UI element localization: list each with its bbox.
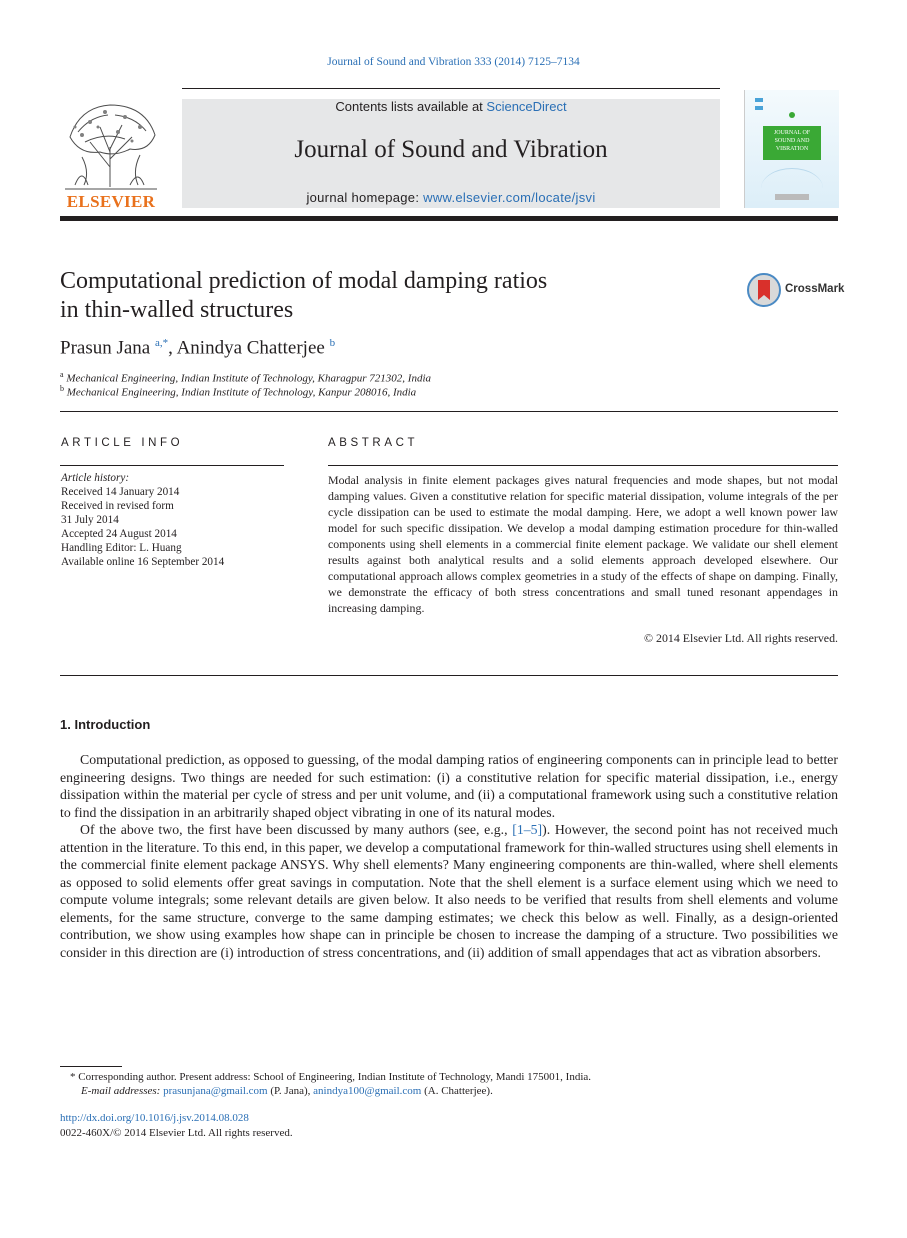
homepage-line bbox=[182, 190, 720, 205]
abstract-bottom-divider bbox=[60, 675, 838, 676]
affiliation-mark: a bbox=[60, 370, 64, 379]
homepage-prefix: journal homepage: bbox=[306, 190, 424, 205]
crossmark-icon bbox=[746, 272, 782, 308]
journal-homepage-link[interactable]: www.elsevier.com/locate/jsvi bbox=[423, 190, 596, 205]
journal-cover-image[interactable] bbox=[744, 90, 839, 208]
cover-title-line: JOURNAL OF bbox=[773, 130, 811, 136]
article-history bbox=[61, 471, 224, 569]
abstract-rule bbox=[328, 465, 838, 466]
doi-block bbox=[60, 1111, 293, 1141]
introduction-body bbox=[60, 751, 838, 961]
doi-link[interactable]: http://dx.doi.org/10.1016/j.jsv.2014.08.028 bbox=[60, 1112, 249, 1124]
abstract-heading: ABSTRACT bbox=[328, 437, 419, 449]
history-line: Received in revised form bbox=[61, 500, 174, 512]
email-owner: (P. Jana), bbox=[267, 1085, 314, 1097]
crossmark-label: CrossMark bbox=[785, 283, 845, 295]
corresponding-author-note: * Corresponding author. Present address: School of Engineering, Indian Institute of Technology, Mandi 175001, India. bbox=[70, 1071, 592, 1083]
issn-line: 0022-460X/© 2014 Elsevier Ltd. All rights reserved. bbox=[60, 1127, 293, 1139]
reference-link[interactable]: [1–5] bbox=[512, 822, 543, 837]
history-line: Accepted 24 August 2014 bbox=[61, 528, 177, 540]
paragraph-text: ). However, the second point has not received much attention in the literature. To this end, in this paper, we develop a computational framework for thin-walled structures using shell elements in the commercial finite element package ANSYS. Why shell elements? Many engineering components are thin-walled, where shell elements as opposed to solid elements offer great savings in computation. Note that the shell element is a surface element using which we need to compute volume integrals; some relevant details are given below. It also needs to be verified that results from shell elements and volume elements, for the same structure, converge to the same damping estimates; we check this below as well. Finally, as a design-oriented contribution, we show using examples how shape can in principle be chosen to increase the damping of a structure. Two possibilities we consider in this direction are (i) introduction of stress concentrations, and (ii) addition of small appendages that act as vibration absorbers. bbox=[60, 822, 839, 960]
article-title-line: in thin-walled structures bbox=[60, 297, 294, 323]
elsevier-wordmark: ELSEVIER bbox=[66, 192, 156, 211]
sciencedirect-link[interactable]: ScienceDirect bbox=[486, 99, 567, 114]
author-list: Prasun Jana $^{a,*}$, Anindya Chatterjee $^b$ bbox=[60, 337, 336, 359]
article-title-line: Computational prediction of modal damping ratios bbox=[60, 268, 548, 294]
author-affiliation-mark[interactable]: b bbox=[329, 337, 336, 349]
affiliation-b bbox=[60, 384, 416, 399]
history-line: Available online 16 September 2014 bbox=[61, 556, 225, 568]
paragraph: Computational prediction, as opposed to guessing, of the modal damping ratios of engineering components can in principle lead to better engineering designs. Two things are needed for such estimation: (i) a constitutive relation for specific material dissipation, i.e., energy dissipation within the material per cycle of stress and per unit volume, and (ii) a computational framework using such a constitutive relation to find the dissipation in an arbitrarily shaped object vibrating in one of its natural modes. bbox=[60, 752, 838, 820]
article-info-heading: ARTICLE INFO bbox=[61, 437, 184, 449]
email-link[interactable]: anindya100@gmail.com bbox=[313, 1085, 422, 1097]
paragraph bbox=[60, 821, 838, 961]
affiliation-a bbox=[60, 370, 431, 385]
email-link[interactable]: prasunjana@gmail.com bbox=[163, 1085, 268, 1097]
footnote-rule bbox=[60, 1066, 122, 1067]
header-thick-rule bbox=[60, 216, 838, 221]
cover-title-block bbox=[763, 126, 821, 160]
history-line: 31 July 2014 bbox=[61, 514, 119, 526]
article-title bbox=[60, 267, 660, 325]
article-info-rule bbox=[60, 465, 284, 466]
paragraph-text: Of the above two, the first have been discussed by many authors (see, e.g., bbox=[80, 822, 513, 837]
author-name: Prasun Jana bbox=[60, 337, 151, 359]
email-line bbox=[60, 1084, 493, 1099]
cover-badge-icon bbox=[789, 112, 795, 118]
affiliation-text: Mechanical Engineering, Indian Institute of Technology, Kanpur 208016, India bbox=[66, 386, 417, 399]
section-heading-introduction: 1. Introduction bbox=[60, 717, 151, 732]
cover-title-line: VIBRATION bbox=[775, 146, 809, 152]
affiliation-divider bbox=[60, 411, 838, 412]
contents-line bbox=[182, 99, 720, 114]
journal-name: Journal of Sound and Vibration bbox=[294, 136, 608, 163]
affiliation-mark: b bbox=[60, 384, 64, 393]
email-owner: (A. Chatterjee). bbox=[421, 1085, 493, 1097]
contents-prefix: Contents lists available at bbox=[335, 99, 487, 114]
history-label: Article history: bbox=[61, 472, 130, 484]
history-line: Received 14 January 2014 bbox=[61, 486, 180, 498]
cover-title-line: SOUND AND bbox=[774, 138, 810, 144]
author-affiliation-mark[interactable]: a,* bbox=[154, 337, 169, 349]
affiliation-text: Mechanical Engineering, Indian Institute of Technology, Kharagpur 721302, India bbox=[66, 372, 432, 385]
abstract-text: Modal analysis in finite element packages gives natural frequencies and mode shapes, but not modal damping values. Given a constitutive relation for specific material dissipation, volume integrals of the per cycle dissipation can be used to estimate the modal damping. Here, we adopt a well known power law model for such specific dissipation. We develop a modal damping estimation procedure for thin-walled components using shell elements in a commercial finite element package. We validate our shell element results against both analytical results and a solid elements approach developed elsewhere. Our computational approach allows complex geometries in a study of the effects of shape on damping. Finally, we demonstrate the efficacy of both stress concentrations and small tuned resonant appendages in increasing damping. bbox=[328, 473, 838, 615]
author-name: Anindya Chatterjee bbox=[176, 337, 325, 359]
abstract-copyright: © 2014 Elsevier Ltd. All rights reserved. bbox=[644, 631, 838, 645]
crossmark-badge[interactable] bbox=[746, 272, 845, 308]
history-line: Handling Editor: L. Huang bbox=[61, 542, 182, 554]
email-label: E-mail addresses: bbox=[81, 1085, 164, 1097]
journal-citation-link[interactable]: Journal of Sound and Vibration 333 (2014) 7125–7134 bbox=[327, 56, 580, 68]
header-top-rule bbox=[182, 88, 720, 89]
